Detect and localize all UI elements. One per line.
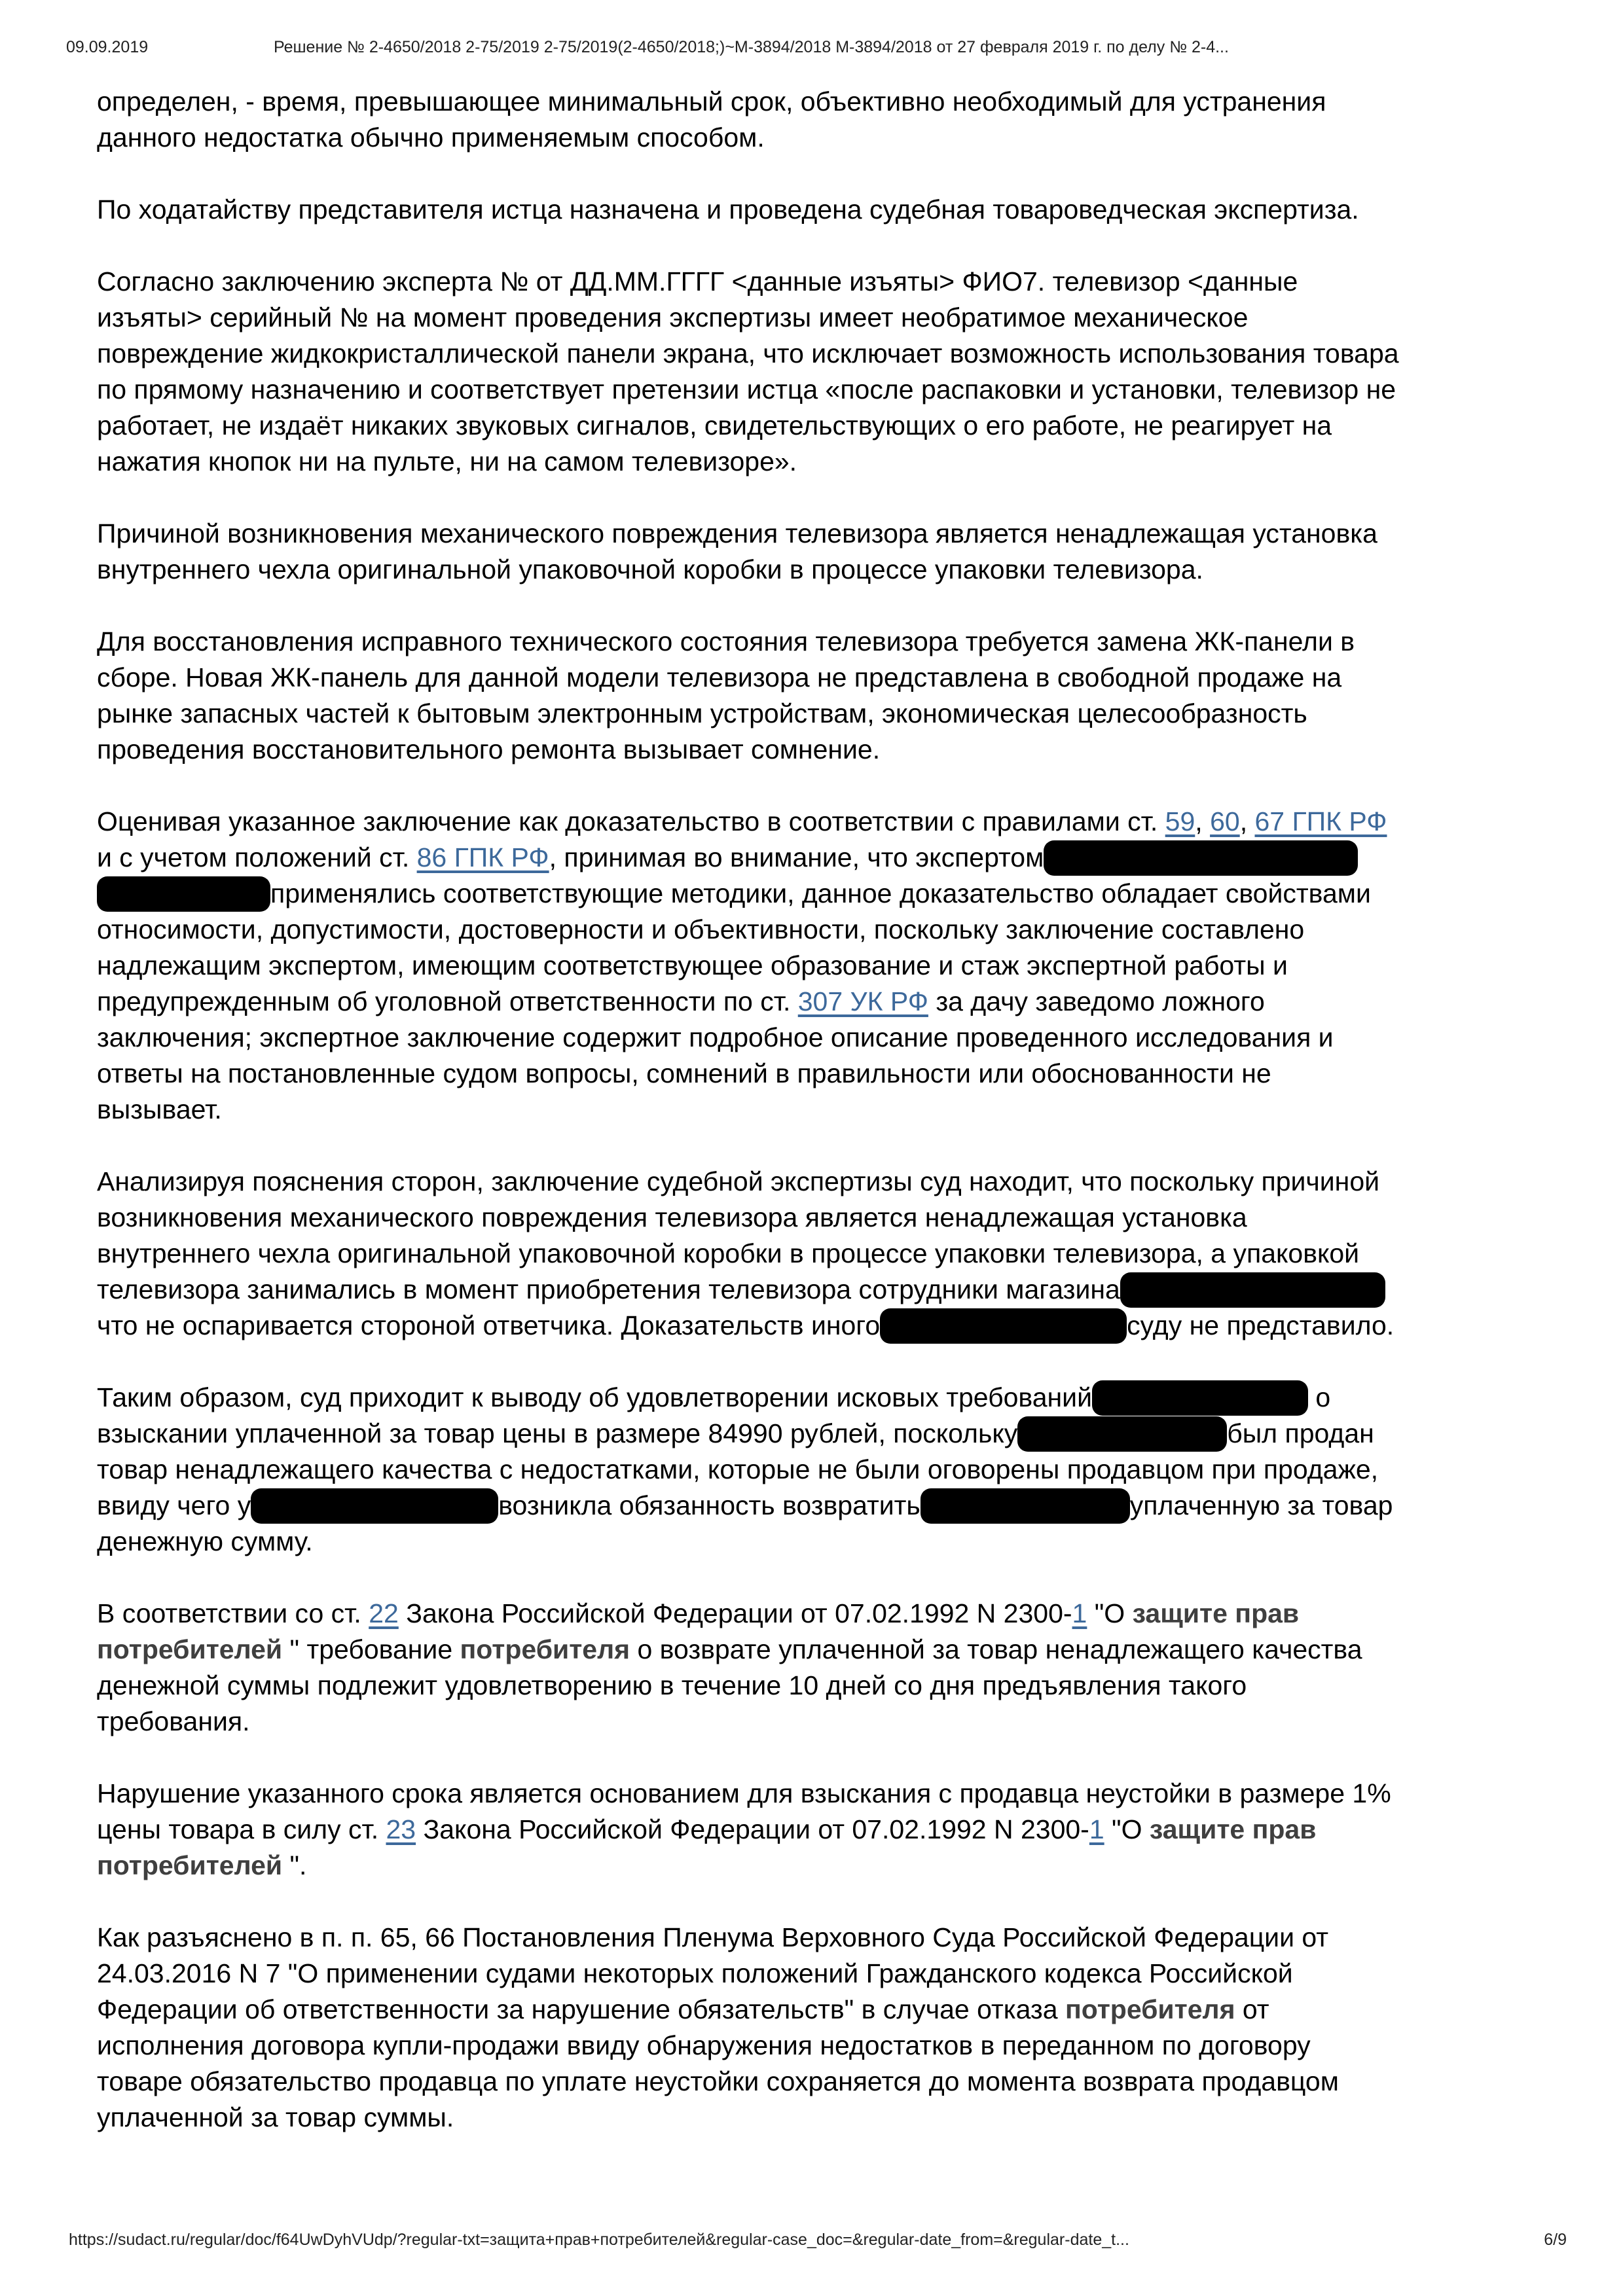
law-article-link[interactable]: 1 (1089, 1814, 1104, 1844)
text-run: суду не представило. (1127, 1310, 1395, 1340)
text-line (97, 372, 1537, 408)
print-footer (0, 2229, 1623, 2296)
text-run: взыскании уплаченной за товар цены в размере 84990 рублей, поскольку (97, 1418, 1018, 1448)
law-article-link[interactable]: 60 (1210, 806, 1240, 836)
text-line (97, 1020, 1537, 1056)
text-run: Согласно заключению эксперта № от ДД.ММ.ГГГГ <данные изъяты> ФИО7. телевизор <данные (97, 266, 1298, 296)
paragraph (97, 624, 1537, 768)
text-run: денежную сумму. (97, 1526, 313, 1556)
document-body (97, 84, 1537, 2172)
text-line (97, 1812, 1537, 1848)
paragraph (97, 1920, 1537, 2136)
text-run: по прямому назначению и соответствует претензии истца «после распаковки и установки, телевизор не (97, 374, 1396, 404)
text-line (97, 2028, 1537, 2064)
text-run: предупрежденным об уголовной ответственности по ст. (97, 986, 798, 1016)
text-line (97, 696, 1537, 732)
text-run: " требование (282, 1634, 460, 1664)
text-run: внутреннего чехла оригинальной упаковочной коробки в процессе упаковки телевизора. (97, 554, 1203, 584)
paragraph (97, 516, 1537, 588)
redacted-text (1120, 1272, 1385, 1308)
text-line (97, 84, 1537, 120)
text-run: , (1195, 806, 1211, 836)
text-line (97, 876, 1537, 912)
text-line (97, 912, 1537, 948)
highlighted-search-term: защите прав (1149, 1814, 1317, 1844)
text-run: Причиной возникновения механического повреждения телевизора является ненадлежащая установка (97, 518, 1377, 548)
text-run: Таким образом, суд приходит к выводу об удовлетворении исковых требований (97, 1382, 1092, 1412)
redacted-text (1092, 1380, 1308, 1416)
redacted-text (97, 876, 270, 912)
paragraph (97, 1596, 1537, 1740)
text-line (97, 660, 1537, 696)
text-run: рынке запасных частей к бытовым электронным устройствам, экономическая целесообразность (97, 698, 1307, 728)
text-line (97, 1272, 1537, 1308)
highlighted-search-term: защите прав (1132, 1598, 1300, 1628)
text-run: Как разъяснено в п. п. 65, 66 Постановления Пленума Верховного Суда Российской Федерации от (97, 1922, 1329, 1952)
law-article-link[interactable]: 59 (1165, 806, 1195, 836)
text-line (97, 1308, 1537, 1344)
text-line (97, 192, 1537, 228)
text-line (97, 804, 1537, 840)
paragraph (97, 804, 1537, 1128)
text-line (97, 1776, 1537, 1812)
redacted-text (1044, 840, 1358, 876)
text-run: о возврате уплаченной за товар ненадлежащего качества (630, 1634, 1362, 1664)
paragraph (97, 1380, 1537, 1560)
text-run: 24.03.2016 N 7 "О применении судами некоторых положений Гражданского кодекса Российской (97, 1958, 1293, 1988)
document-title: Решение № 2-4650/2018 2-75/2019 2-75/2019(2-4650/2018;)~М-3894/2018 М-3894/2018 от 27 февраля 2019 г. по делу № 2-4... (274, 38, 1229, 56)
text-run: от (1235, 1994, 1269, 2024)
text-run: работает, не издаёт никаких звуковых сигналов, свидетельствующих о его работе, не реагирует на (97, 410, 1332, 440)
text-line (97, 264, 1537, 300)
text-line (97, 1848, 1537, 1884)
text-line (97, 1092, 1537, 1128)
text-run: требования. (97, 1706, 250, 1736)
text-run: Закона Российской Федерации от 07.02.1992 N 2300- (416, 1814, 1089, 1844)
text-line (97, 840, 1537, 876)
text-line (97, 1956, 1537, 1992)
text-run: ответы на постановленные судом вопросы, сомнений в правильности или обоснованности не (97, 1058, 1271, 1088)
text-line (97, 1380, 1537, 1416)
text-line (97, 408, 1537, 444)
text-line (97, 2064, 1537, 2100)
text-line (97, 516, 1537, 552)
text-run: ". (282, 1850, 307, 1880)
text-run: был продан (1227, 1418, 1374, 1448)
text-line (97, 1200, 1537, 1236)
law-article-link[interactable]: 86 ГПК РФ (416, 842, 549, 872)
paragraph (97, 264, 1537, 480)
text-run: ввиду чего у (97, 1490, 251, 1520)
text-run: Оценивая указанное заключение как доказательство в соответствии с правилами ст. (97, 806, 1165, 836)
text-run: возникла обязанность возвратить (498, 1490, 921, 1520)
text-run: телевизора занимались в момент приобретения телевизора сотрудники магазина (97, 1274, 1120, 1304)
law-article-link[interactable]: 67 ГПК РФ (1254, 806, 1387, 836)
text-run: надлежащим экспертом, имеющим соответствующее образование и стаж экспертной работы и (97, 950, 1288, 980)
text-run: за дачу заведомо ложного (928, 986, 1265, 1016)
text-run: товаре обязательство продавца по уплате неустойки сохраняется до момента возврата продавцом (97, 2066, 1339, 2096)
text-run: Федерации об ответственности за нарушение обязательств" в случае отказа (97, 1994, 1065, 2024)
text-run: товар ненадлежащего качества с недостатками, которые не были оговорены продавцом при продаже, (97, 1454, 1379, 1484)
redacted-text (880, 1308, 1127, 1344)
text-run: цены товара в силу ст. (97, 1814, 386, 1844)
text-line (97, 1992, 1537, 2028)
text-line (97, 1668, 1537, 1704)
source-url: https://sudact.ru/regular/doc/f64UwDyhVUdp/?regular-txt=защита+прав+потребителей&regular-case_doc=&regular-date_from=&regular-date_t... (69, 2231, 1129, 2249)
text-line (97, 336, 1537, 372)
redacted-text (251, 1488, 498, 1524)
text-line (97, 1236, 1537, 1272)
text-run: изъяты> серийный № на момент проведения экспертизы имеет необратимое механическое (97, 302, 1249, 332)
text-line (97, 948, 1537, 984)
text-run: применялись соответствующие методики, данное доказательство обладает свойствами (270, 878, 1371, 908)
text-run: заключения; экспертное заключение содержит подробное описание проведенного исследования и (97, 1022, 1334, 1052)
highlighted-search-term: потребителей (97, 1850, 283, 1880)
paragraph (97, 84, 1537, 156)
text-line (97, 1704, 1537, 1740)
text-line (97, 1524, 1537, 1560)
text-line (97, 732, 1537, 768)
text-line (97, 1488, 1537, 1524)
text-line (97, 984, 1537, 1020)
text-run: Анализируя пояснения сторон, заключение судебной экспертизы суд находит, что поскольку причиной (97, 1166, 1380, 1196)
text-run: что не оспаривается стороной ответчика. Доказательств иного (97, 1310, 881, 1340)
text-run: и с учетом положений ст. (97, 842, 417, 872)
highlighted-search-term: потребителя (1065, 1994, 1235, 2024)
text-run: Нарушение указанного срока является основанием для взыскания с продавца неустойки в размере 1% (97, 1778, 1391, 1808)
text-line (97, 1596, 1537, 1632)
text-line (97, 1164, 1537, 1200)
text-run: В соответствии со ст. (97, 1598, 369, 1628)
paragraph (97, 1776, 1537, 1884)
text-line (97, 1056, 1537, 1092)
text-run: По ходатайству представителя истца назначена и проведена судебная товароведческая экспертиза. (97, 194, 1359, 224)
paragraph (97, 192, 1537, 228)
text-run: внутреннего чехла оригинальной упаковочной коробки в процессе упаковки телевизора, а упаковкой (97, 1238, 1360, 1268)
text-line (97, 1416, 1537, 1452)
print-date: 09.09.2019 (66, 38, 149, 56)
text-line (97, 624, 1537, 660)
text-run: повреждение жидкокристаллической панели экрана, что исключает возможность использования товара (97, 338, 1399, 368)
text-run: уплаченную за товар (1129, 1490, 1393, 1520)
highlighted-search-term: потребителя (460, 1634, 630, 1664)
text-run: определен, - время, превышающее минимальный срок, объективно необходимый для устранения (97, 86, 1326, 117)
text-run: нажатия кнопок ни на пульте, ни на самом телевизоре». (97, 446, 797, 476)
text-run: возникновения механического повреждения телевизора является ненадлежащая установка (97, 1202, 1247, 1232)
text-line (97, 1632, 1537, 1668)
text-run: проведения восстановительного ремонта вызывает сомнение. (97, 734, 881, 764)
text-run: "О (1087, 1598, 1133, 1628)
text-line (97, 300, 1537, 336)
redacted-text (921, 1488, 1130, 1524)
text-run: относимости, допустимости, достоверности и объективности, поскольку заключение составлено (97, 914, 1305, 944)
text-run: вызывает. (97, 1094, 222, 1124)
page-number: 6/9 (1544, 2231, 1567, 2249)
text-line (97, 444, 1537, 480)
text-run: данного недостатка обычно применяемым способом. (97, 122, 765, 152)
text-line (97, 1452, 1537, 1488)
law-article-link[interactable]: 23 (386, 1814, 416, 1844)
text-line (97, 1920, 1537, 1956)
text-run: о (1307, 1382, 1331, 1412)
text-line (97, 120, 1537, 156)
text-line (97, 2100, 1537, 2136)
highlighted-search-term: потребителей (97, 1634, 283, 1664)
text-run: исполнения договора купли-продажи ввиду обнаружения недостатков в переданном по договору (97, 2030, 1311, 2060)
text-run: Закона Российской Федерации от 07.02.1992 N 2300- (398, 1598, 1072, 1628)
law-article-link[interactable]: 22 (369, 1598, 399, 1628)
text-line (97, 552, 1537, 588)
text-run: уплаченной за товар суммы. (97, 2102, 454, 2132)
text-run: , принимая во внимание, что экспертом (549, 842, 1044, 872)
redacted-text (1017, 1416, 1227, 1452)
paragraph (97, 1164, 1537, 1344)
text-run: Для восстановления исправного технического состояния телевизора требуется замена ЖК-панели в (97, 626, 1355, 656)
law-article-link[interactable]: 1 (1072, 1598, 1087, 1628)
text-run: сборе. Новая ЖК-панель для данной модели телевизора не представлена в свободной продаже на (97, 662, 1342, 692)
text-run: денежной суммы подлежит удовлетворению в течение 10 дней со дня предъявления такого (97, 1670, 1247, 1700)
law-article-link[interactable]: 307 УК РФ (797, 986, 928, 1016)
text-run: "О (1104, 1814, 1150, 1844)
text-run: , (1239, 806, 1255, 836)
